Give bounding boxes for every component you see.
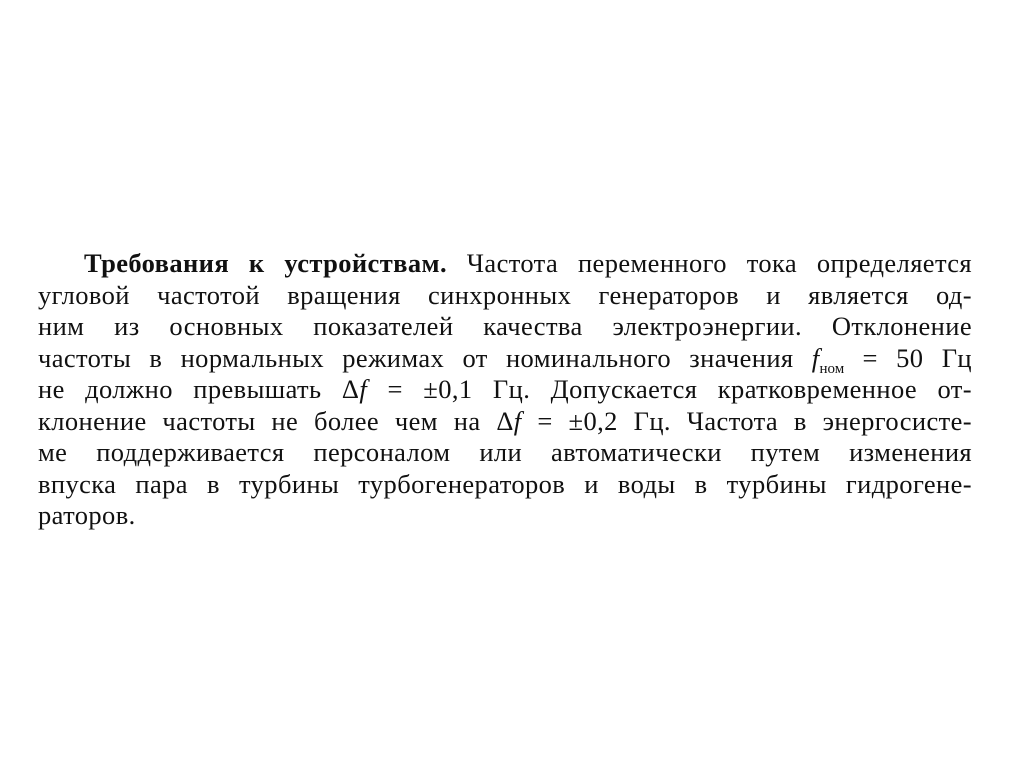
paragraph-line-2: угловой частотой вращения синхронных генераторов и является од- bbox=[38, 279, 972, 310]
paragraph-line-5 bbox=[38, 374, 972, 406]
paragraph-line-9: раторов. bbox=[38, 500, 136, 530]
line-4-text-a: частоты в нормальных режимах от номинального значения bbox=[38, 342, 794, 373]
line-5-text-b: = ±0,1 Гц. Допускается кратковременное от- bbox=[387, 374, 972, 404]
f-symbol-2: f bbox=[513, 405, 522, 436]
paragraph-line-6 bbox=[38, 406, 972, 438]
paragraph-line-3: ним из основных показателей качества электроэнергии. Отклонение bbox=[38, 311, 972, 341]
nom-subscript: ном bbox=[819, 360, 845, 377]
line-1-text: Частота переменного тока определяется bbox=[466, 248, 972, 278]
paragraph-line-1 bbox=[38, 248, 972, 280]
line-6-text-a: клонение частоты не более чем на bbox=[38, 405, 481, 436]
delta-symbol-1: Δ bbox=[341, 374, 360, 404]
paragraph-requirements bbox=[38, 248, 972, 532]
paragraph-line-4 bbox=[38, 343, 972, 375]
f-symbol-1: f bbox=[359, 374, 368, 404]
paragraph-line-8: впуска пара в турбины турбогенераторов и воды в турбины гидрогене- bbox=[38, 468, 972, 499]
delta-symbol-2: Δ bbox=[496, 405, 514, 436]
paragraph-line-7: ме поддерживается персоналом или автоматически путем изменения bbox=[38, 437, 972, 467]
line-4-text-b: = 50 Гц bbox=[862, 342, 973, 373]
f-nom-symbol: f bbox=[811, 342, 820, 373]
paragraph-heading: Требования к устройствам. bbox=[84, 248, 447, 278]
line-5-text-a: не должно превышать bbox=[38, 374, 322, 404]
line-6-text-b: = ±0,2 Гц. Частота в энергосисте- bbox=[537, 405, 972, 436]
